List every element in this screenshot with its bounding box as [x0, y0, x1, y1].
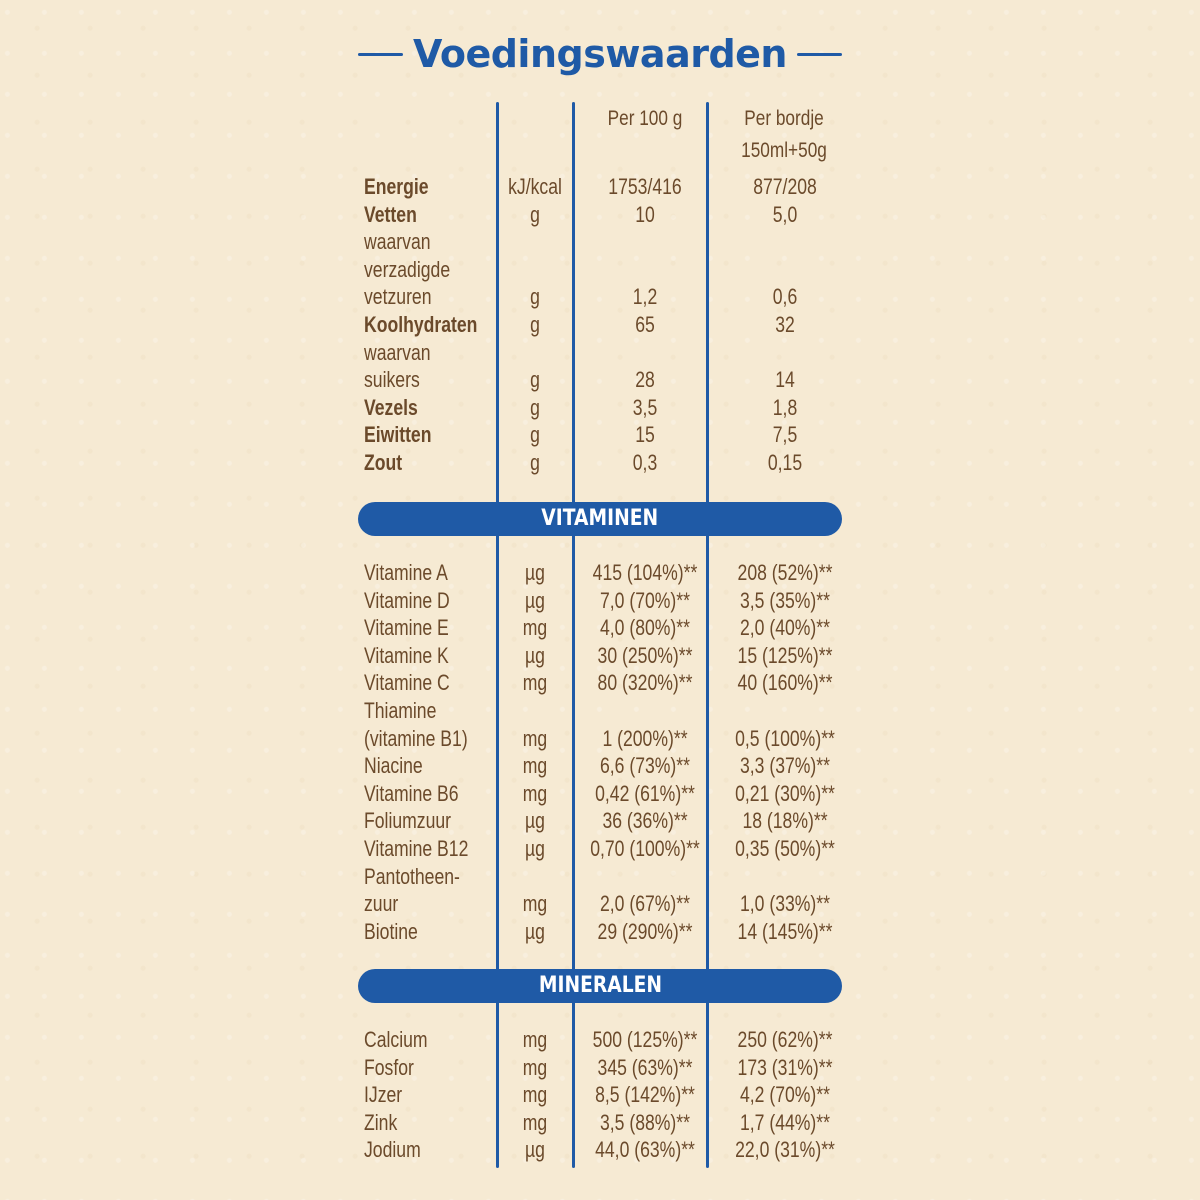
nutrient-name: Vitamine B6	[364, 780, 459, 806]
table-row	[0, 890, 1200, 918]
table-row	[0, 366, 1200, 394]
table-row	[0, 201, 1200, 229]
nutrient-unit: mg	[522, 1082, 548, 1108]
nutrient-name: Pantotheen-	[364, 863, 460, 889]
nutrient-name: vetzuren	[364, 284, 432, 310]
nutrient-unit: mg	[522, 891, 548, 917]
vitamins-band	[358, 502, 842, 536]
table-row	[0, 559, 1200, 587]
nutrient-unit: g	[530, 422, 540, 448]
value-per-bordje: 250 (62%)**	[737, 1027, 833, 1052]
nutrient-name: Zink	[364, 1109, 398, 1135]
table-row	[0, 697, 1200, 725]
nutrient-name: Thiamine	[364, 698, 437, 723]
value-per-100g: 10	[635, 201, 655, 227]
page-title: Voedingswaarden	[413, 32, 787, 76]
header-per-bordje-portion: 150ml+50g	[741, 139, 827, 162]
value-per-100g: 80 (320%)**	[597, 670, 693, 696]
vitamins-heading: VITAMINEN	[541, 506, 659, 531]
table-row	[0, 669, 1200, 697]
nutrient-name: Vitamine E	[364, 615, 449, 641]
nutrient-name: waarvan	[364, 229, 431, 255]
nutrient-unit: kJ/kcal	[508, 174, 562, 199]
nutrient-name: Koolhydraten	[364, 312, 478, 337]
table-row	[0, 1081, 1200, 1109]
minerals-band	[358, 969, 842, 1003]
value-per-100g	[589, 863, 701, 891]
table-row	[0, 283, 1200, 311]
nutrient-unit: mg	[522, 753, 548, 779]
value-per-100g: 0,42 (61%)**	[595, 780, 695, 806]
nutrient-name: Vitamine A	[364, 560, 448, 585]
nutrient-name: Vitamine C	[364, 670, 450, 696]
header-per-100g: Per 100 g	[607, 107, 683, 130]
table-row	[0, 173, 1200, 201]
value-per-bordje: 14	[775, 367, 795, 393]
table-row	[0, 421, 1200, 449]
header-per-bordje: Per bordje	[744, 107, 824, 130]
table-row	[0, 256, 1200, 284]
nutrient-name: zuur	[364, 891, 399, 917]
nutrient-unit	[507, 697, 563, 725]
table-row	[0, 918, 1200, 946]
nutrient-unit: µg	[525, 587, 545, 613]
nutrient-unit: mg	[522, 1054, 548, 1080]
value-per-100g: 0,70 (100%)**	[590, 836, 700, 861]
nutrient-name: Zout	[364, 450, 403, 475]
value-per-bordje: 1,8	[772, 394, 798, 420]
nutrient-unit: g	[530, 394, 540, 420]
value-per-bordje: 1,0 (33%)**	[739, 891, 830, 917]
value-per-100g: 3,5	[632, 394, 658, 420]
table-row	[0, 1026, 1200, 1054]
value-per-bordje	[725, 697, 845, 725]
table-row	[0, 1109, 1200, 1137]
nutrient-name: Niacine	[364, 753, 423, 779]
value-per-100g: 2,0 (67%)**	[599, 891, 690, 917]
value-per-100g: 36 (36%)**	[602, 808, 688, 834]
value-per-bordje: 0,35 (50%)**	[735, 836, 835, 861]
nutrient-name: verzadigde	[364, 256, 451, 282]
table-row	[0, 614, 1200, 642]
value-per-bordje: 4,2 (70%)**	[739, 1082, 830, 1108]
value-per-100g: 6,6 (73%)**	[599, 753, 690, 779]
table-row	[0, 780, 1200, 808]
nutrient-name: (vitamine B1)	[364, 725, 468, 751]
value-per-100g: 15	[635, 422, 655, 448]
table-row	[0, 394, 1200, 422]
table-row	[0, 311, 1200, 339]
value-per-100g	[589, 339, 701, 367]
nutrient-unit: mg	[522, 1027, 548, 1052]
table-row	[0, 1136, 1200, 1164]
value-per-bordje: 7,5	[772, 422, 798, 448]
value-per-bordje: 40 (160%)**	[737, 670, 833, 696]
nutrient-unit: mg	[522, 1109, 548, 1135]
nutrient-name: Eiwitten	[364, 422, 432, 448]
value-per-bordje: 32	[775, 312, 795, 337]
value-per-bordje: 14 (145%)**	[737, 918, 833, 944]
value-per-bordje: 2,0 (40%)**	[739, 615, 830, 641]
nutrient-name: Biotine	[364, 918, 418, 944]
nutrient-unit: g	[530, 367, 540, 393]
table-row	[0, 835, 1200, 863]
title-rule-right	[797, 53, 842, 56]
value-per-bordje: 3,3 (37%)**	[739, 753, 830, 779]
table-row	[0, 752, 1200, 780]
nutrient-name: IJzer	[364, 1082, 403, 1108]
title-block	[358, 28, 842, 80]
value-per-100g: 500 (125%)**	[592, 1027, 698, 1052]
table-row	[0, 725, 1200, 753]
nutrient-name: Jodium	[364, 1137, 421, 1163]
nutrient-name: Vitamine K	[364, 642, 449, 668]
nutrient-unit	[507, 256, 563, 284]
value-per-100g: 44,0 (63%)**	[595, 1137, 695, 1163]
value-per-100g: 0,3	[632, 450, 658, 475]
nutrient-unit: g	[530, 450, 540, 475]
value-per-bordje	[725, 339, 845, 367]
nutrient-name: Foliumzuur	[364, 808, 452, 834]
table-row	[0, 1054, 1200, 1082]
value-per-100g: 1,2	[632, 284, 658, 310]
value-per-100g: 8,5 (142%)**	[595, 1082, 695, 1108]
nutrient-name: Vezels	[364, 394, 418, 420]
value-per-bordje: 173 (31%)**	[737, 1054, 833, 1080]
value-per-100g: 415 (104%)**	[592, 560, 698, 585]
value-per-100g: 4,0 (80%)**	[599, 615, 690, 641]
value-per-bordje: 3,5 (35%)**	[739, 587, 830, 613]
nutrient-name: Fosfor	[364, 1054, 414, 1080]
value-per-bordje: 0,6	[772, 284, 798, 310]
title-rule-left	[358, 53, 403, 56]
value-per-bordje: 1,7 (44%)**	[739, 1109, 830, 1135]
nutrient-unit: g	[530, 201, 540, 227]
value-per-100g	[589, 228, 701, 256]
nutrient-unit: µg	[525, 560, 545, 585]
table-row	[0, 863, 1200, 891]
value-per-100g	[589, 697, 701, 725]
nutrient-unit: µg	[525, 642, 545, 668]
value-per-bordje: 18 (18%)**	[742, 808, 828, 834]
nutrient-unit: mg	[522, 780, 548, 806]
nutrient-unit	[507, 228, 563, 256]
nutrient-unit: g	[530, 312, 540, 337]
nutrient-unit	[507, 339, 563, 367]
value-per-bordje	[725, 863, 845, 891]
nutrient-name: Vitamine B12	[364, 836, 469, 861]
nutrient-name: Calcium	[364, 1027, 428, 1052]
nutrient-unit	[507, 863, 563, 891]
nutrient-name: Vitamine D	[364, 587, 450, 613]
nutrient-unit: g	[530, 284, 540, 310]
value-per-100g: 7,0 (70%)**	[599, 587, 690, 613]
value-per-bordje	[725, 228, 845, 256]
value-per-100g: 29 (290%)**	[597, 918, 693, 944]
value-per-bordje: 0,5 (100%)**	[735, 725, 835, 751]
value-per-bordje: 208 (52%)**	[737, 560, 833, 585]
table-row	[0, 449, 1200, 477]
value-per-100g: 28	[635, 367, 655, 393]
table-row	[0, 642, 1200, 670]
table-row	[0, 587, 1200, 615]
nutrient-unit: mg	[522, 615, 548, 641]
table-row	[0, 339, 1200, 367]
value-per-bordje: 5,0	[772, 201, 798, 227]
value-per-100g: 30 (250%)**	[597, 642, 693, 668]
nutrient-name: Energie	[364, 174, 429, 199]
value-per-bordje: 877/208	[753, 174, 817, 199]
value-per-bordje	[725, 256, 845, 284]
nutrient-unit: µg	[525, 1137, 545, 1163]
nutrient-unit: µg	[525, 808, 545, 834]
value-per-bordje: 0,21 (30%)**	[735, 780, 835, 806]
nutrient-name: suikers	[364, 367, 420, 393]
value-per-100g	[589, 256, 701, 284]
nutrient-unit: µg	[525, 836, 545, 861]
nutrient-name: waarvan	[364, 339, 431, 365]
value-per-100g: 65	[635, 312, 655, 337]
nutrient-unit: mg	[522, 725, 548, 751]
nutrient-unit: mg	[522, 670, 548, 696]
value-per-100g: 1 (200%)**	[602, 725, 688, 751]
value-per-bordje: 15 (125%)**	[737, 642, 833, 668]
value-per-100g: 1753/416	[608, 174, 682, 199]
table-row	[0, 807, 1200, 835]
value-per-100g: 345 (63%)**	[597, 1054, 693, 1080]
nutrient-unit: µg	[525, 918, 545, 944]
value-per-100g: 3,5 (88%)**	[599, 1109, 690, 1135]
value-per-bordje: 0,15	[767, 450, 803, 475]
table-row	[0, 228, 1200, 256]
value-per-bordje: 22,0 (31%)**	[735, 1137, 835, 1163]
minerals-heading: MINERALEN	[538, 973, 662, 998]
nutrient-name: Vetten	[364, 201, 417, 227]
